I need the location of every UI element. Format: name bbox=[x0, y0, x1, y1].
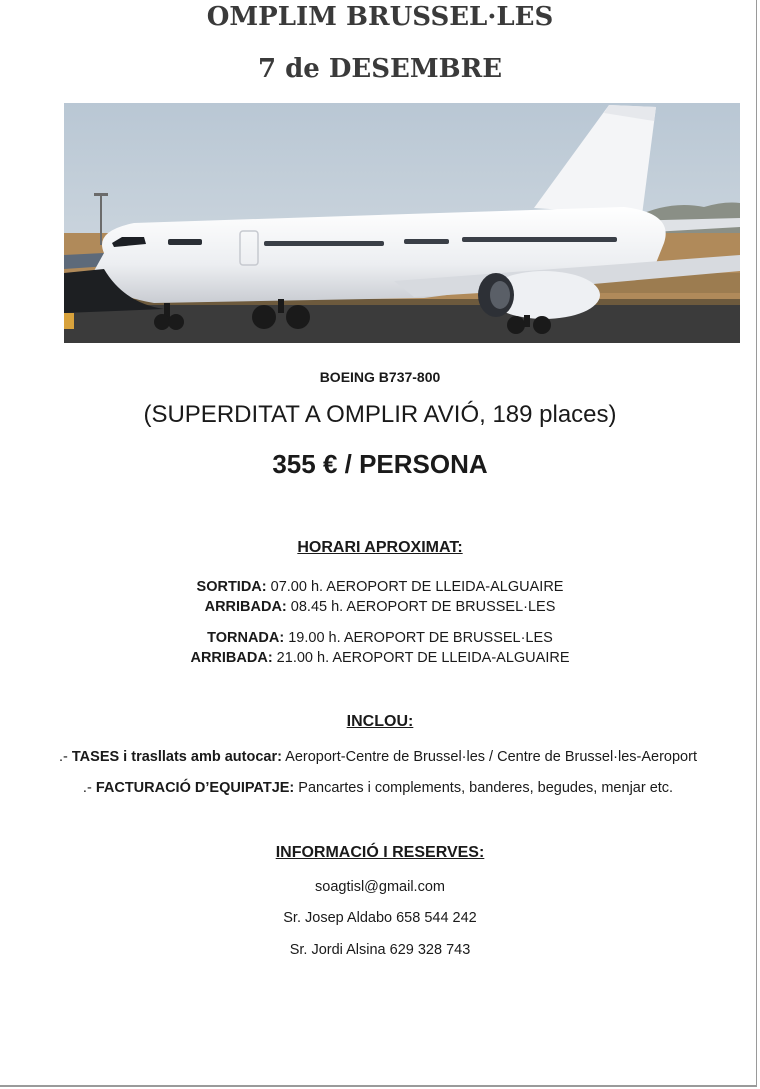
schedule-row-label: ARRIBADA: bbox=[204, 599, 287, 615]
schedule-row-text: 21.00 h. AEROPORT DE LLEIDA-ALGUAIRE bbox=[272, 650, 570, 666]
airplane-photo bbox=[64, 103, 740, 343]
includes-item-prefix: .- bbox=[82, 780, 96, 796]
schedule-row bbox=[0, 579, 760, 595]
schedule-row-text: 19.00 h. AEROPORT DE BRUSSEL·LES bbox=[284, 630, 553, 646]
includes-item bbox=[0, 749, 758, 765]
contact-heading: INFORMACIÓ I RESERVES: bbox=[275, 844, 485, 861]
capacity-condition: (SUPERDITAT A OMPLIR AVIÓ, 189 places) bbox=[143, 401, 617, 428]
schedule-row-label: SORTIDA: bbox=[196, 579, 267, 595]
contact-person-1: Sr. Josep Aldabo 658 544 242 bbox=[283, 910, 477, 926]
document-title: OMPLIM BRUSSEL·LES bbox=[206, 2, 554, 32]
schedule-row bbox=[0, 599, 760, 615]
includes-item-text: Aeroport-Centre de Brussel·les / Centre de Brussel·les-Aeroport bbox=[281, 749, 697, 765]
schedule-row-text: 08.45 h. AEROPORT DE BRUSSEL·LES bbox=[286, 599, 556, 615]
event-date: 7 de DESEMBRE bbox=[257, 54, 503, 84]
price-per-person: 355 € / PERSONA bbox=[272, 449, 488, 479]
includes-item bbox=[0, 780, 758, 796]
schedule-row bbox=[0, 630, 760, 646]
includes-heading: INCLOU: bbox=[346, 713, 414, 730]
aircraft-model: BOEING B737-800 bbox=[319, 369, 441, 385]
contact-person-2: Sr. Jordi Alsina 629 328 743 bbox=[289, 942, 471, 958]
includes-item-label: TASES i trasllats amb autocar: bbox=[71, 749, 282, 765]
schedule-row-label: TORNADA: bbox=[207, 630, 285, 646]
page-edge-bottom bbox=[0, 1085, 757, 1087]
includes-item-text: Pancartes i complements, banderes, begudes, menjar etc. bbox=[294, 780, 674, 796]
contact-email[interactable]: soagtisl@gmail.com bbox=[315, 879, 445, 895]
schedule-row-label: ARRIBADA: bbox=[190, 650, 273, 666]
schedule-row bbox=[0, 650, 760, 666]
schedule-heading: HORARI APROXIMAT: bbox=[297, 539, 463, 556]
includes-item-label: FACTURACIÓ D’EQUIPATJE: bbox=[95, 780, 295, 796]
schedule-row-text: 07.00 h. AEROPORT DE LLEIDA-ALGUAIRE bbox=[266, 579, 564, 595]
includes-item-prefix: .- bbox=[59, 749, 72, 765]
